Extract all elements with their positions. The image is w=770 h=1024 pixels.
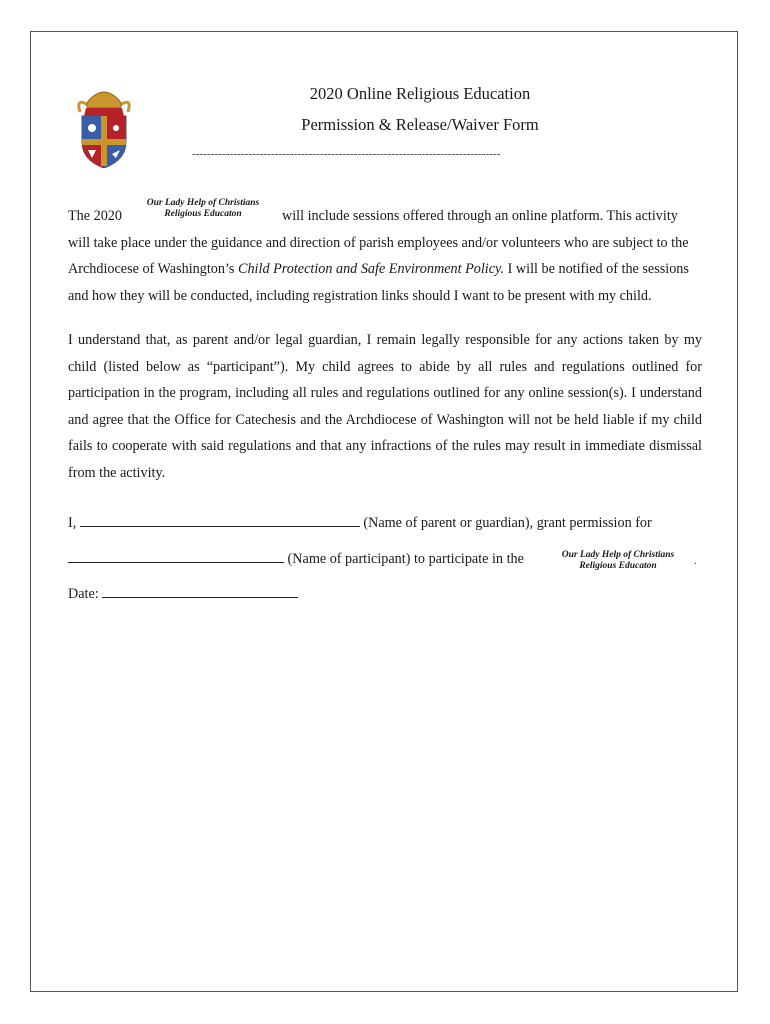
participant-row (68, 550, 524, 568)
paragraph-program-intro (68, 198, 702, 309)
program-name-line2: Religious Educaton (164, 209, 242, 219)
participant-name-field[interactable] (68, 550, 284, 563)
paragraph-liability: I understand that, as parent and/or legal guardian, I remain legally responsible for any actions taken by my child (listed below as “participant”). My child agrees to abide by all rules and regulations outlined for participation in the program, including all rules and regulations outlined for any online session(s). I understand and agree that the Office for Catechesis and the Archdiocese of Washington will not be held liable if my child fails to cooperate with said regulations and that any infractions of the rules may result in immediate dismissal from the activity. (68, 332, 702, 481)
p1-rest: will include sessions offered through an online platform. This activity will take place under the guidance and direction of parish employees and/or volunteers who are subject to the Archdiocese of Washington’s (68, 208, 689, 277)
row2-end: . (694, 556, 697, 567)
title-divider: ---------------------------------------------------------------------------------- (192, 148, 501, 160)
row1-prefix: I, (68, 515, 80, 531)
program-name-field-2[interactable] (548, 550, 688, 572)
form-subtitle: Permission & Release/Waiver Form (301, 115, 539, 134)
policy-name: Child Protection and Safe Environment Policy. (238, 261, 505, 277)
page-frame (30, 31, 738, 992)
archdiocese-crest-logo (72, 82, 136, 168)
form-title: 2020 Online Religious Education (309, 84, 531, 103)
row1-suffix: (Name of parent or guardian), grant permission for (359, 515, 652, 531)
p1-end: I will be notified of the sessions and how they will be conducted, including registration links should I want to be present with my child. (68, 261, 689, 304)
date-label: Date: (68, 586, 103, 602)
parent-name-field[interactable] (80, 514, 360, 527)
program-name-2-line2: Religious Educaton (579, 561, 657, 571)
row2-suffix: (Name of participant) to participate in the (284, 551, 524, 567)
parent-permission-row (68, 514, 652, 532)
date-row (68, 585, 298, 603)
program-name-line1: Our Lady Help of Christians (146, 198, 260, 208)
program-name-field[interactable] (128, 198, 278, 220)
program-name-2-line1: Our Lady Help of Christians (561, 550, 675, 560)
date-field[interactable] (102, 585, 298, 598)
p1-start: The 2020 (68, 208, 122, 224)
